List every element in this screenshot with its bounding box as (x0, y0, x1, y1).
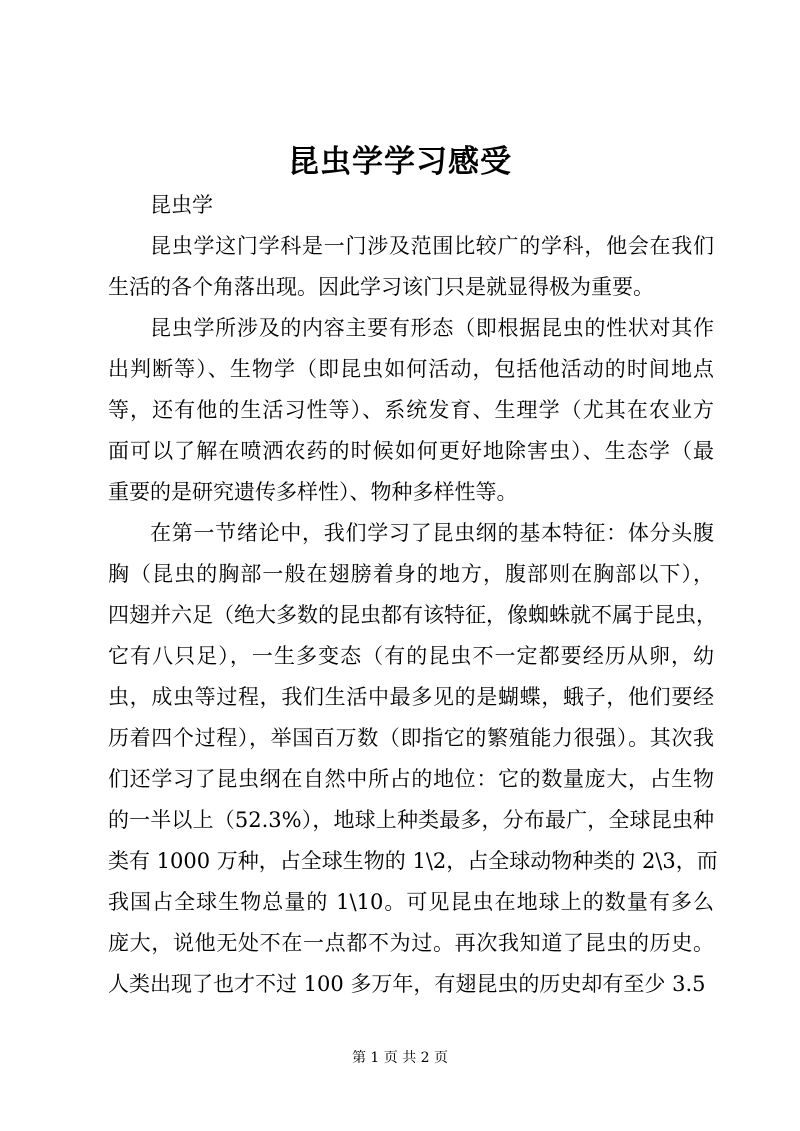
text-line: 庞大，说他无处不在一点都不为过。再次我知道了昆虫的历史。 (108, 931, 714, 955)
page-footer: 第 1 页 共 2 页 (351, 1050, 449, 1066)
paragraph-heading (108, 185, 714, 226)
text-line: 我国占全球生物总量的 1\10。可见昆虫在地球上的数量有多么 (108, 890, 714, 914)
paragraph (108, 513, 718, 1005)
text-line: 胸（昆虫的胸部一般在翅膀着身的地方，腹部则在胸部以下）， (108, 562, 714, 586)
document-body (108, 185, 718, 1005)
paragraph (108, 308, 714, 513)
text-line: 昆虫学所涉及的内容主要有形态（即根据昆虫的性状对其作 (150, 316, 714, 340)
document-title: 昆虫学学习感受 (288, 144, 512, 180)
text-line: 虫，成虫等过程，我们生活中最多见的是蝴蝶，蛾子，他们要经 (108, 685, 714, 709)
text-line: 们还学习了昆虫纲在自然中所占的地位：它的数量庞大，占生物 (108, 767, 714, 791)
text-line: 的一半以上（52.3%），地球上种类最多，分布最广，全球昆虫种 (108, 808, 714, 832)
text-line: 生活的各个角落出现。因此学习该门只是就显得极为重要。 (108, 275, 654, 299)
paragraph (108, 226, 714, 308)
text-line: 它有八只足），一生多变态（有的昆虫不一定都要经历从卵，幼 (108, 644, 714, 668)
text-line: 历着四个过程），举国百万数（即指它的繁殖能力很强）。其次我 (108, 726, 714, 750)
text-line: 人类出现了也才不过 100 多万年，有翅昆虫的历史却有至少 3.5 (108, 972, 706, 996)
text-line: 昆虫学这门学科是一门涉及范围比较广的学科，他会在我们 (150, 234, 714, 258)
text-line: 四翅并六足（绝大多数的昆虫都有该特征，像蜘蛛就不属于昆虫， (108, 603, 717, 627)
text-line: 等，还有他的生活习性等）、系统发育、生理学（尤其在农业方 (108, 398, 714, 422)
text-line: 在第一节绪论中，我们学习了昆虫纲的基本特征：体分头腹 (150, 521, 714, 545)
text-line: 昆虫学 (150, 193, 213, 217)
text-line: 重要的是研究遗传多样性）、物种多样性等。 (108, 480, 518, 504)
text-line: 类有 1000 万种，占全球生物的 1\2，占全球动物种类的 2\3，而 (108, 849, 718, 873)
text-line: 面可以了解在喷洒农药的时候如何更好地除害虫）、生态学（最 (108, 439, 714, 463)
text-line: 出判断等）、生物学（即昆虫如何活动，包括他活动的时间地点 (108, 357, 714, 381)
